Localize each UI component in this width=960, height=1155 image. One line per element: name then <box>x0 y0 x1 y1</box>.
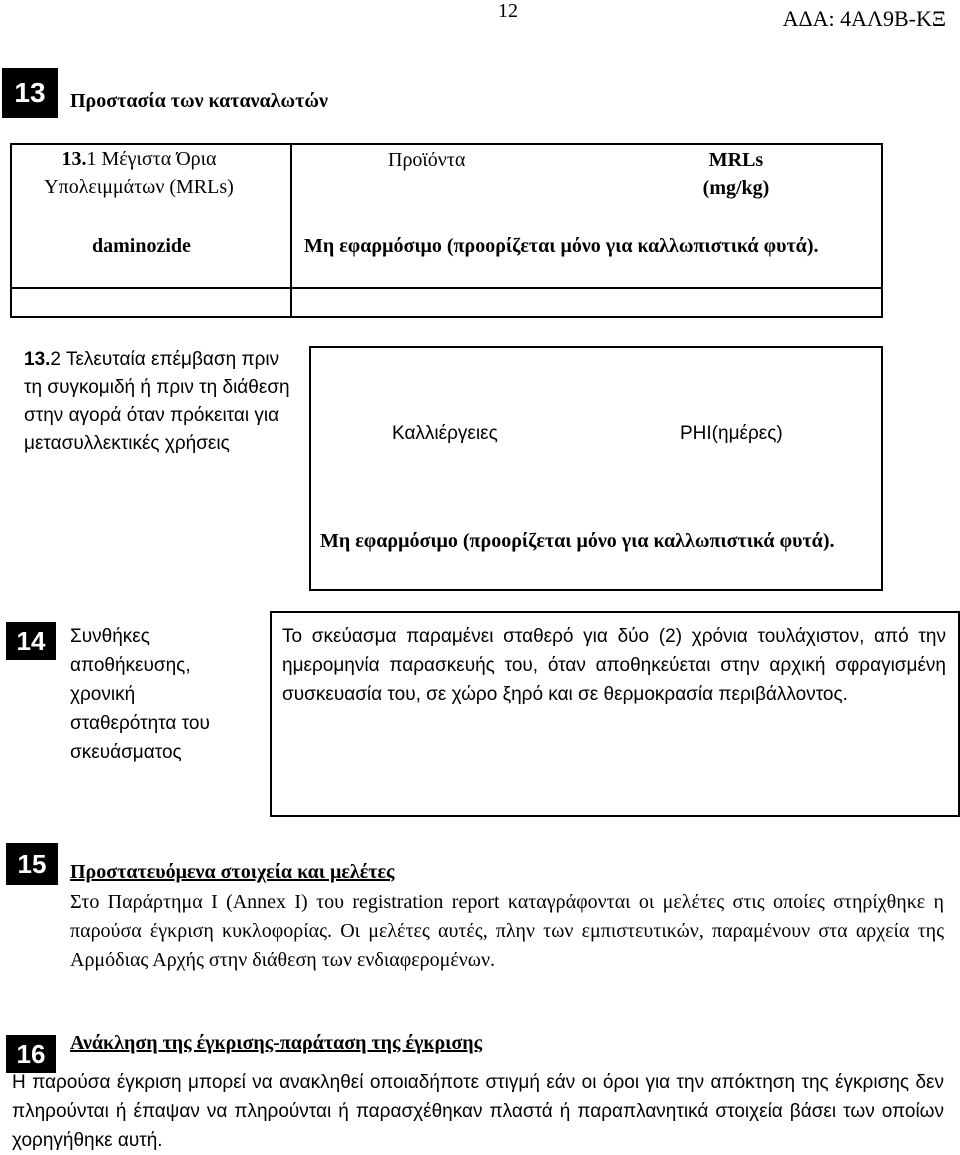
section-16-badge: 16 <box>6 1035 56 1073</box>
section-16-text: Η παρούσα έγκριση μπορεί να ανακληθεί οποιαδήποτε στιγμή εάν οι όροι για την απόκτηση της έγκρισης δεν πληρούνται ή έπαψαν να πληρούνται ή παρασχέθηκαν πλαστά ή παραπλανητικά στοιχεία βάσει των οποίων χορηγήθηκε αυτή. <box>12 1072 944 1151</box>
section-13-title: Προστασία των καταναλωτών <box>70 90 328 112</box>
mrl-note: Μη εφαρμόσιμο (προορίζεται μόνο για καλλωπιστικά φυτά). <box>304 235 819 257</box>
phi-label: 13.2 Τελευταία επέμβαση πριν τη συγκομιδή ή πριν τη διάθεση στην αγορά όταν πρόκειται για μετασυλλεκτικές χρήσεις <box>24 349 290 454</box>
mrl-label: 13.1 Μέγιστα Όρια Υπολειμμάτων (MRLs) <box>44 148 234 198</box>
storage-text: Το σκεύασμα παραμένει σταθερό για δύο (2) χρόνια τουλάχιστον, από την ημερομηνία παρασκευής του, όταν αποθηκεύεται στην αρχική σφραγισμένη συσκευασία του, σε χώρο ξηρό και σε θερμοκρασία περιβάλλοντος. <box>282 626 946 705</box>
mrl-col-mrls: MRLs (mg/kg) <box>702 149 770 199</box>
storage-label: Συνθήκες αποθήκευσης, χρονική σταθερότητα του σκευάσματος <box>70 626 210 763</box>
ada-code: ΑΔΑ: 4ΑΛ9Β-ΚΞ <box>782 6 946 31</box>
mrl-col-products: Προϊόντα <box>388 149 466 171</box>
section-14-badge: 14 <box>6 622 56 660</box>
page-number: 12 <box>498 0 518 22</box>
phi-col-phi: PHI(ημέρες) <box>680 423 783 444</box>
mrl-substance: daminozide <box>92 235 191 257</box>
section-13-badge: 13 <box>2 68 58 118</box>
section-15-text: Στο Παράρτημα Ι (Annex I) του registration report καταγράφονται οι μελέτες στις οποίες στηρίχθηκε η παρούσα έγκριση κυκλοφορίας. Οι μελέτες αυτές, πλην των εμπιστευτικών, παραμένουν στα αρχεία της Αρμόδιας Αρχής στην διάθεση των ενδιαφερομένων. <box>70 891 944 971</box>
phi-note: Μη εφαρμόσιμο (προορίζεται μόνο για καλλωπιστικά φυτά). <box>320 530 835 552</box>
section-15-title: Προστατευόμενα στοιχεία και μελέτες <box>70 861 395 883</box>
section-15-badge: 15 <box>6 843 58 885</box>
phi-col-crops: Καλλιέργειες <box>392 423 498 444</box>
section-16-title: Ανάκληση της έγκρισης-παράταση της έγκρισης <box>70 1032 483 1054</box>
